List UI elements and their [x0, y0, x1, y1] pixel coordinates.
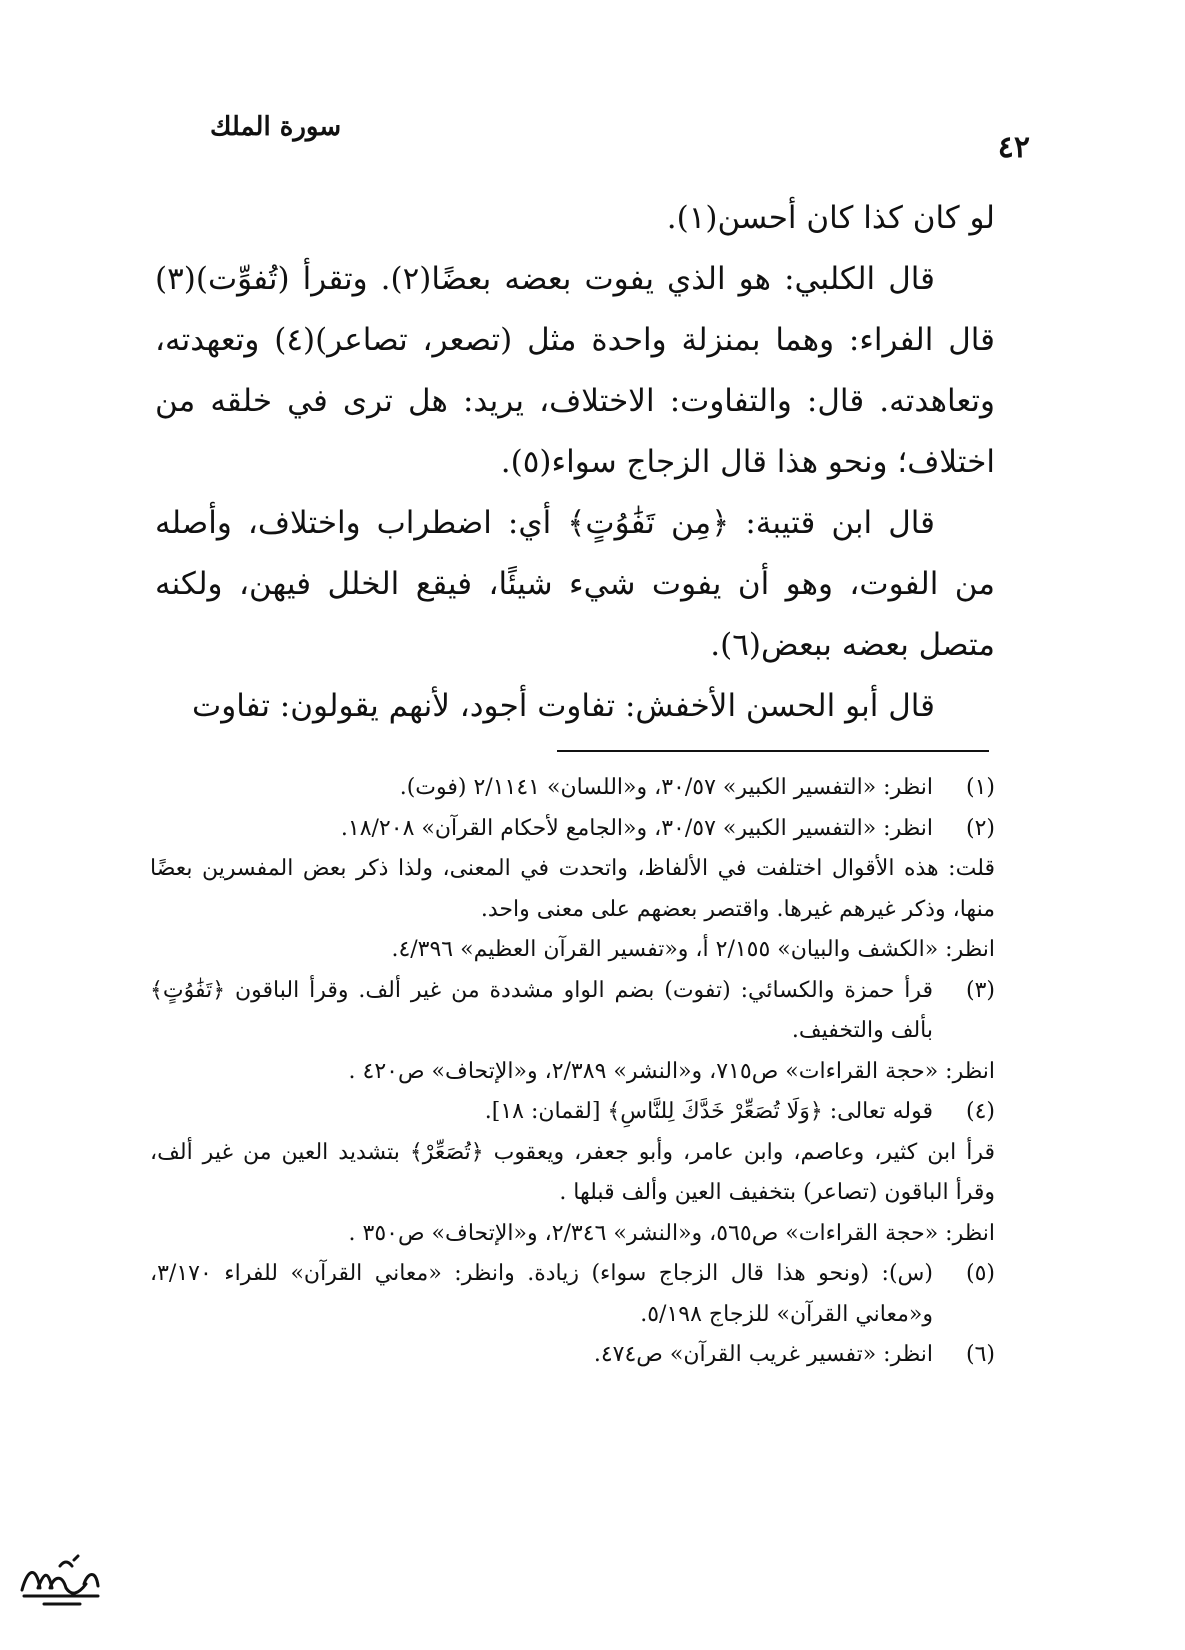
footnote-text: قرأ حمزة والكسائي: (تفوت) بضم الواو مشددة من غير ألف. وقرأ الباقون ﴿تَفَٰوُتٍ﴾ بألف والتخفيف.: [150, 977, 933, 1043]
paragraph-3: قال ابن قتيبة: ﴿مِن تَفَٰوُتٍ﴾ أي: اضطراب واختلاف، وأصله من الفوت، وهو أن يفوت شيء شيئًا، فيقع الخلل فيهن، ولكنه متصل بعضه ببعض(٦).: [155, 505, 995, 663]
calligraphy-logo-icon: [14, 1548, 104, 1612]
footnote-5: [150, 1254, 995, 1335]
footnote-4-note: قرأ ابن كثير، وعاصم، وابن عامر، وأبو جعفر، ويعقوب ﴿تُصَعِّرْ﴾ بتشديد العين من غير ألف، وقرأ الباقون (تصاعر) بتخفيف العين وألف قبلها .: [150, 1139, 995, 1205]
footnote-4: [150, 1092, 995, 1133]
footnote-number: (٦): [965, 1342, 995, 1367]
footnote-2-note: قلت: هذه الأقوال اختلفت في الألفاظ، واتحدت في المعنى، ولذا ذكر بعض المفسرين بعضًا منها، وذكر غيرهم غيرها. واقتصر بعضهم على معنى واحد.: [150, 856, 995, 922]
footnote-3: [150, 971, 995, 1052]
footnote-text: انظر: «تفسير غريب القرآن» ص٤٧٤.: [593, 1342, 933, 1367]
footnote-3-reference: انظر: «حجة القراءات» ص٧١٥، و«النشر» ٢/٣٨٩، و«الإتحاف» ص٤٢٠ .: [348, 1058, 995, 1084]
page-number: ٤٢: [997, 130, 1030, 165]
footnote-2: [150, 809, 995, 850]
footnote-number: (٤): [965, 1099, 995, 1124]
logo-mark: [14, 1548, 104, 1612]
paragraph-4: قال أبو الحسن الأخفش: تفاوت أجود، لأنهم يقولون: تفاوت: [192, 688, 935, 724]
footnote-number: (٣): [965, 977, 995, 1003]
surah-title: سورة الملك: [210, 112, 342, 142]
footnote-2-reference: انظر: «الكشف والبيان» ٢/١٥٥ أ، و«تفسير القرآن العظيم» ٤/٣٩٦.: [391, 937, 995, 962]
footnote-1: [150, 768, 995, 809]
footnote-number: (١): [965, 775, 995, 800]
footnote-divider: [557, 750, 989, 752]
footnote-6: [150, 1335, 995, 1376]
footnote-4-reference: انظر: «حجة القراءات» ص٥٦٥، و«النشر» ٢/٣٤٦، و«الإتحاف» ص٣٥٠ .: [348, 1220, 995, 1246]
main-text: [155, 188, 995, 737]
page-header: [210, 112, 1030, 165]
footnote-number: (٢): [965, 815, 995, 841]
paragraph-2: قال الكلبي: هو الذي يفوت بعضه بعضًا(٢). وتقرأ (تُفوِّت)(٣) قال الفراء: وهما بمنزلة واحدة مثل (تصعر، تصاعر)(٤) وتعهدته، وتعاهدته. قال: والتفاوت: الاختلاف، يريد: هل ترى في خلقه من اختلاف؛ ونحو هذا قال الزجاج سواء(٥).: [155, 261, 995, 480]
footnotes: [150, 768, 995, 1376]
footnote-text: انظر: «التفسير الكبير» ٣٠/٥٧، و«الجامع لأحكام القرآن» ١٨/٢٠٨.: [340, 815, 933, 841]
footnote-number: (٥): [965, 1261, 995, 1286]
footnote-text: قوله تعالى: ﴿وَلَا تُصَعِّرْ خَدَّكَ لِلنَّاسِ﴾ [لقمان: ١٨].: [484, 1099, 933, 1124]
footnote-text: (س): (ونحو هذا قال الزجاج سواء) زيادة. وانظر: «معاني القرآن» للفراء ٣/١٧٠، و«معاني القرآن» للزجاج ٥/١٩٨.: [150, 1261, 933, 1327]
paragraph-1: لو كان كذا كان أحسن(١).: [666, 200, 995, 236]
footnote-text: انظر: «التفسير الكبير» ٣٠/٥٧، و«اللسان» ٢/١١٤١ (فوت).: [399, 775, 933, 800]
